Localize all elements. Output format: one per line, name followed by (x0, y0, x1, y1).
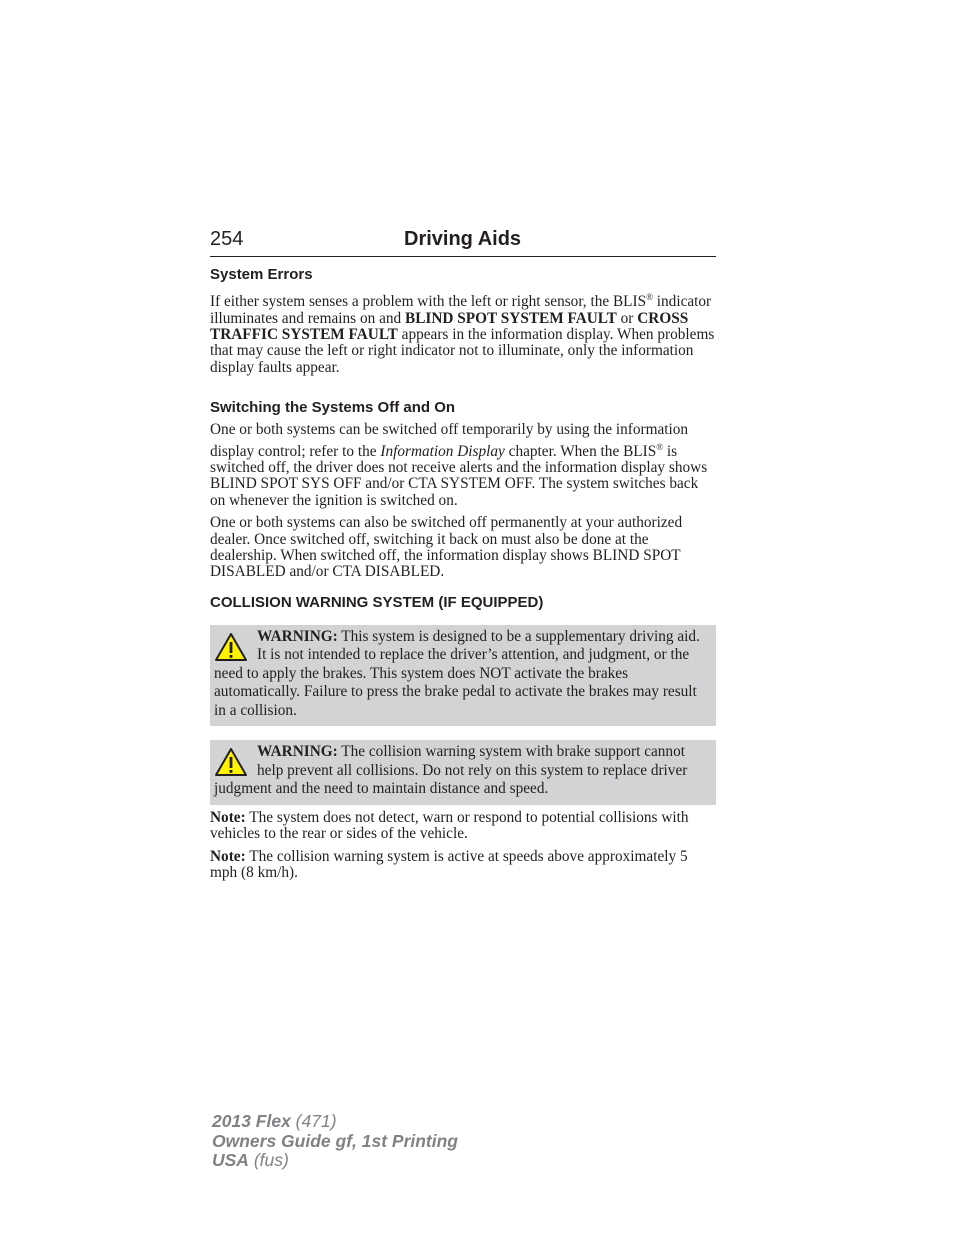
paragraph-switching-permanent: One or both systems can also be switched off permanently at your authorized dealer. Once switched off, switching it back on must also be done at the dealership. When switched off, the information display shows BLIND SPOT DISABLED and/or CTA DISABLED. (210, 514, 683, 581)
footer-line-guide: Owners Guide gf, 1st Printing (212, 1130, 458, 1151)
chapter-title: Driving Aids (404, 228, 522, 250)
warning-triangle-icon (214, 747, 248, 777)
print-footer (212, 1112, 458, 1171)
note-2: Note: The collision warning system is active at speeds above approximately 5 mph (8 km/h). (210, 847, 688, 882)
section-heading-system-errors: System Errors (210, 266, 313, 283)
paragraph-system-errors: If either system senses a problem with the left or right sensor, the BLIS® indicator illuminates and remains on and BLIND SPOT SYSTEM FAULT or CROSS TRAFFIC SYSTEM FAULT appears in the information display. When problems that may cause the left or right indicator not to illuminate, only the information display faults appear. (210, 292, 715, 376)
page-number: 254 (210, 228, 244, 250)
warning-box-1 (210, 625, 716, 727)
page-content (210, 228, 716, 888)
footer-line-vehicle: 2013 Flex (471) (212, 1111, 337, 1131)
warning-box-2 (210, 740, 716, 805)
warning-text-2: WARNING: The collision warning system with brake support cannot help prevent all collisions. Do not rely on this system to replace driver judgment and the need to maintain distance and speed. (214, 743, 688, 798)
warning-text-1: WARNING: This system is designed to be a supplementary driving aid. It is not intended to replace the driver’s attention, and judgment, or the need to apply the brakes. This system does NOT activate the brakes automatically. Failure to press the brake pedal to activate the brakes may result in a collision. (214, 627, 700, 719)
page-header (210, 228, 716, 257)
footer-line-market: USA (fus) (212, 1150, 289, 1170)
note-1: Note: The system does not detect, warn or respond to potential collisions with vehicles to the rear or sides of the vehicle. (210, 808, 689, 843)
section-heading-collision: COLLISION WARNING SYSTEM (IF EQUIPPED) (210, 593, 544, 611)
warning-triangle-icon (214, 632, 248, 662)
section-heading-switching: Switching the Systems Off and On (210, 399, 456, 417)
paragraph-switching-temporary: One or both systems can be switched off temporarily by using the information display control; refer to the Information Display chapter. When the BLIS® is switched off, the driver does not receive alerts and the information display shows BLIND SPOT SYS OFF and/or CTA SYSTEM OFF. The system switches back on whenever the ignition is switched on. (210, 421, 708, 509)
